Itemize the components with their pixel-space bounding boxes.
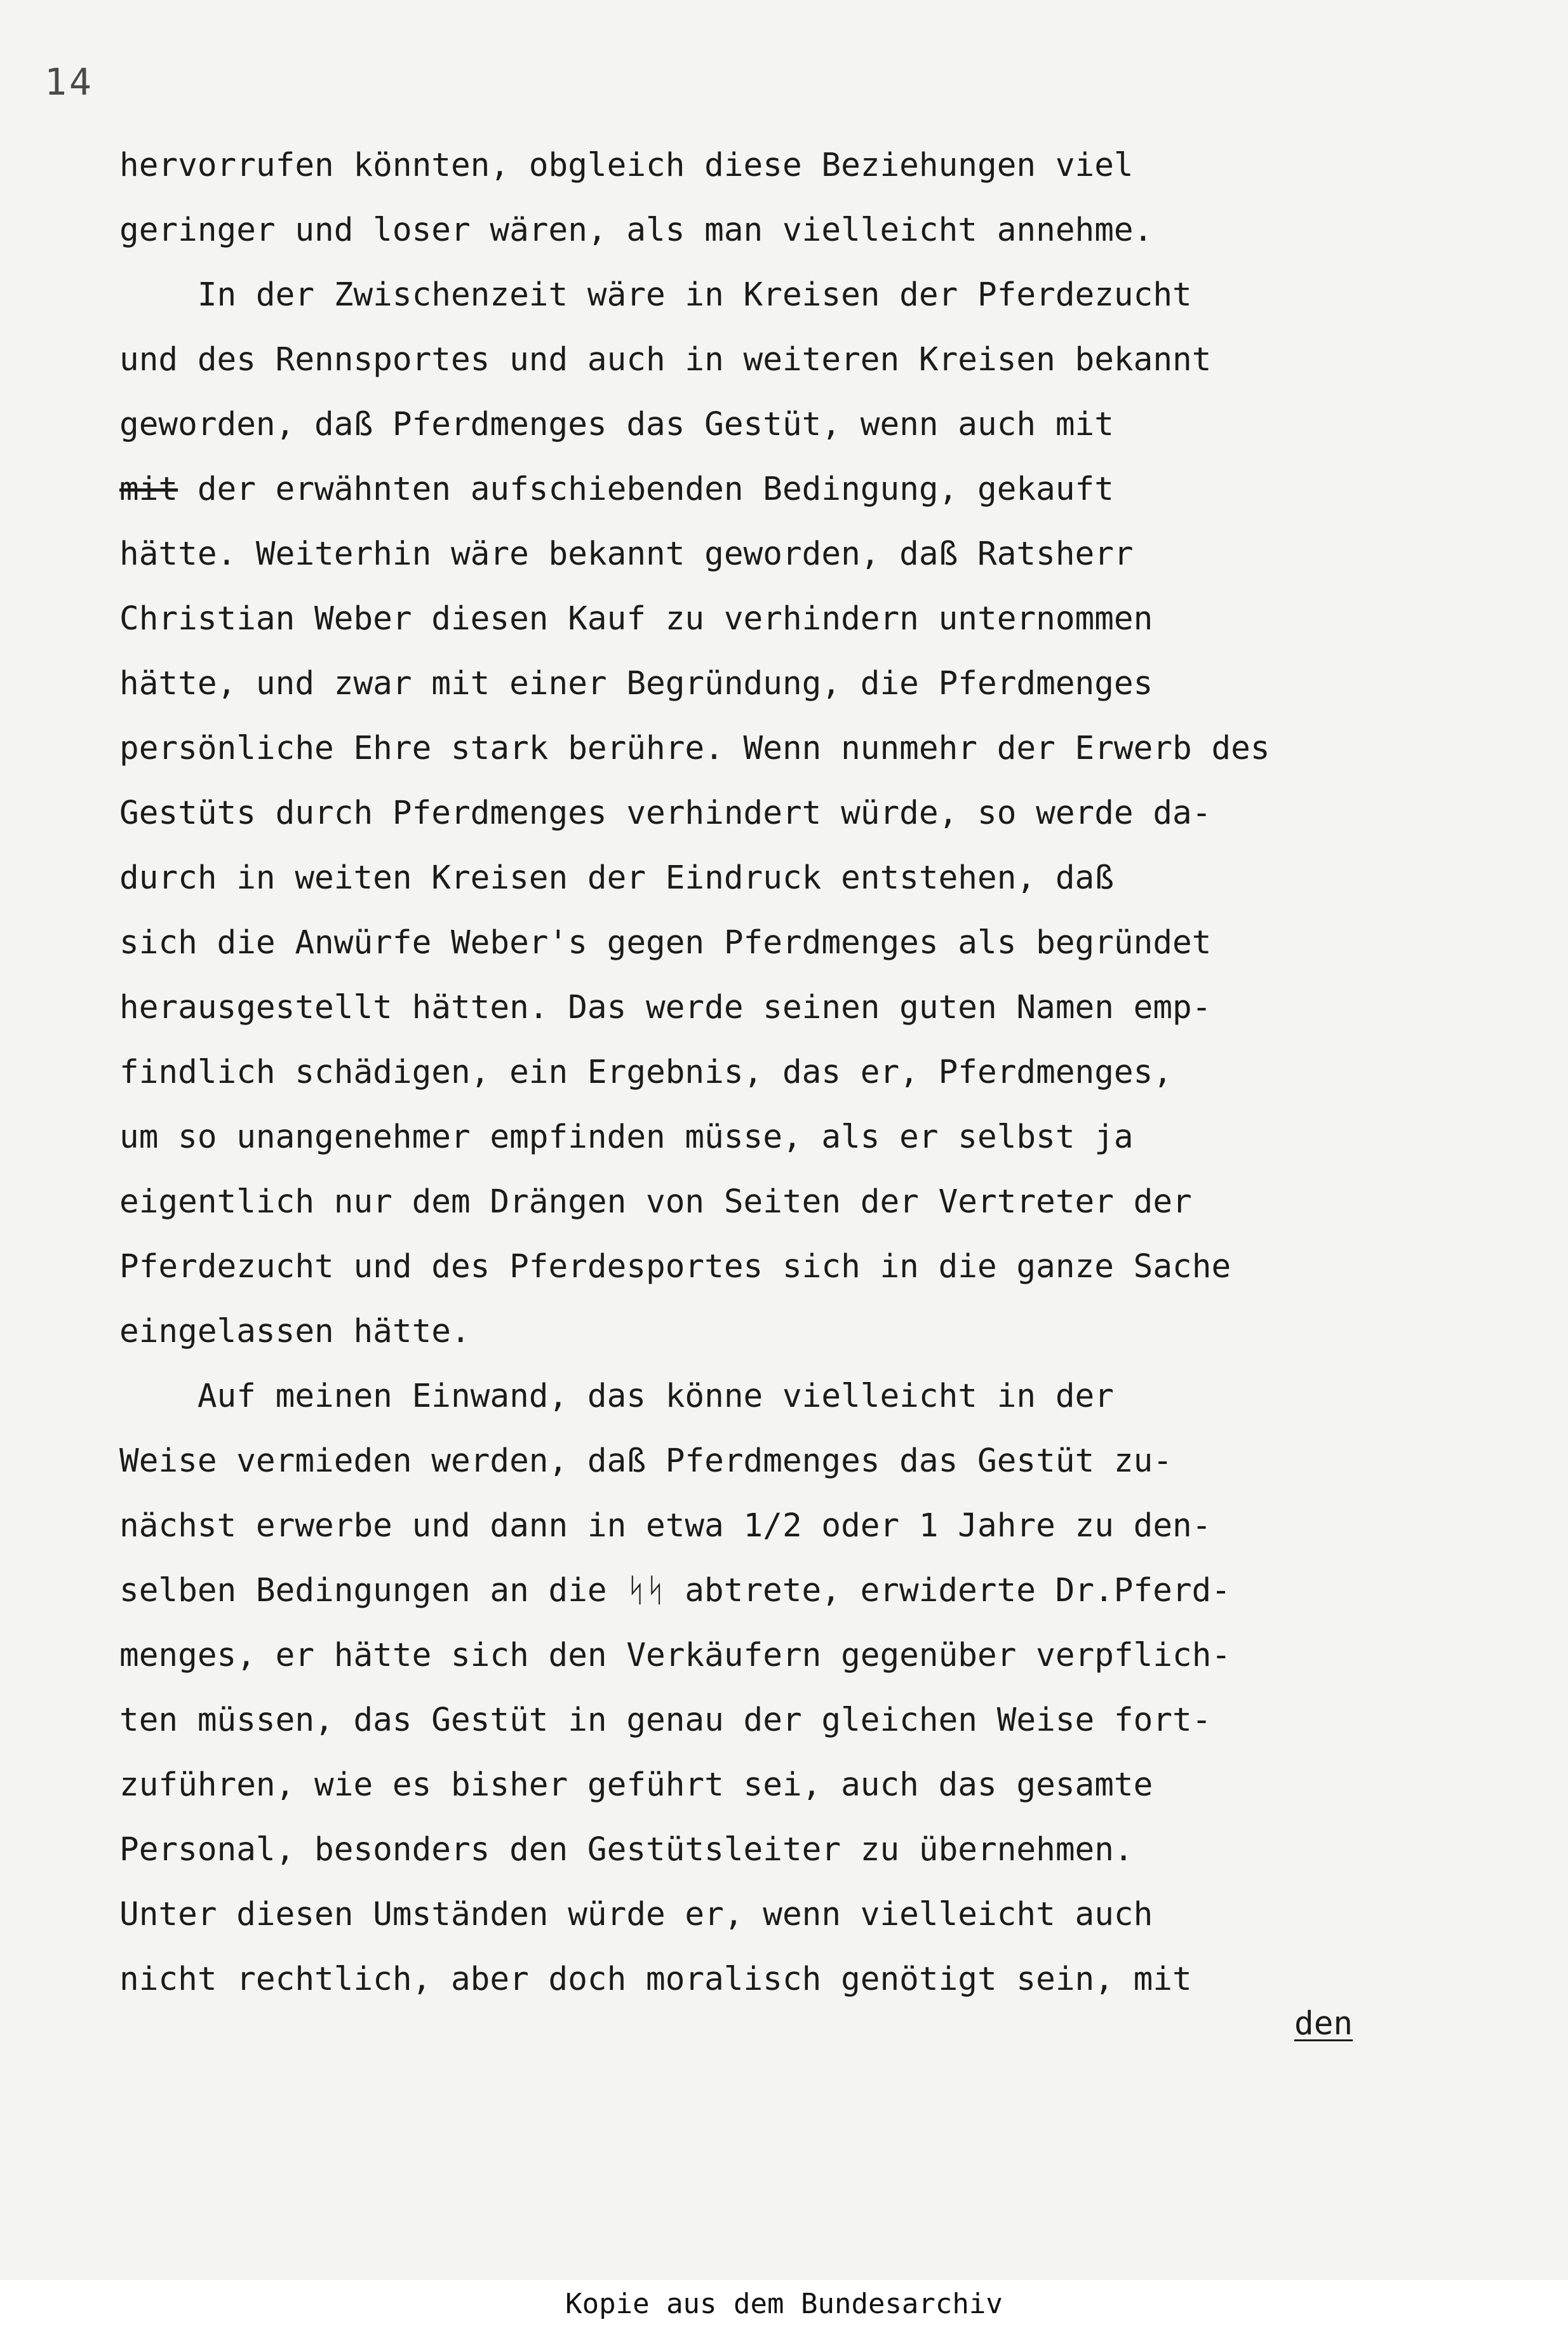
- typewritten-body: [119, 133, 1517, 2012]
- text-line: nächst erwerbe und dann in etwa 1/2 oder 1 Jahre zu den-: [119, 1507, 1212, 1545]
- text-line: und des Rennsportes und auch in weiteren Kreisen bekannt: [119, 341, 1212, 379]
- text-line: geringer und loser wären, als man vielleicht annehme.: [119, 211, 1153, 249]
- archive-caption: Kopie aus dem Bundesarchiv: [565, 2288, 1003, 2320]
- text-line: nicht rechtlich, aber doch moralisch genötigt sein, mit: [119, 1961, 1192, 1998]
- text-line: hervorrufen könnten, obgleich diese Beziehungen viel: [119, 147, 1134, 184]
- text-line: Christian Weber diesen Kauf zu verhindern unternommen: [119, 600, 1153, 638]
- text-line: geworden, daß Pferdmenges das Gestüt, wenn auch mit: [119, 406, 1114, 443]
- text-line: Auf meinen Einwand, das könne vielleicht in der: [119, 1378, 1114, 1415]
- text-line: Pferdezucht und des Pferdesportes sich in die ganze Sache: [119, 1248, 1231, 1285]
- text-line: hätte, und zwar mit einer Begründung, die Pferdmenges: [119, 665, 1153, 702]
- text-line: hätte. Weiterhin wäre bekannt geworden, daß Ratsherr: [119, 535, 1134, 573]
- struck-word: mit: [119, 471, 178, 508]
- text-line: Gestüts durch Pferdmenges verhindert würde, so werde da-: [119, 795, 1212, 832]
- text-line: findlich schädigen, ein Ergebnis, das er, Pferdmenges,: [119, 1054, 1173, 1091]
- text-line: um so unangenehmer empfinden müsse, als er selbst ja: [119, 1118, 1134, 1156]
- text-line: ten müssen, das Gestüt in genau der gleichen Weise fort-: [119, 1701, 1212, 1739]
- page-number-mark: 14: [44, 60, 94, 104]
- text-line: Weise vermieden werden, daß Pferdmenges das Gestüt zu-: [119, 1442, 1173, 1480]
- text-line: zuführen, wie es bisher geführt sei, auch das gesamte: [119, 1766, 1153, 1804]
- text-line: persönliche Ehre stark berühre. Wenn nunmehr der Erwerb des: [119, 730, 1270, 767]
- text-line: eingelassen hätte.: [119, 1313, 471, 1350]
- text-line: Unter diesen Umständen würde er, wenn vielleicht auch: [119, 1896, 1153, 1933]
- text-line-remainder: der erwähnten aufschiebenden Bedingung, gekauft: [178, 471, 1114, 508]
- catchword: den: [1294, 2005, 1353, 2043]
- text-line: In der Zwischenzeit wäre in Kreisen der Pferdezucht: [119, 276, 1192, 314]
- text-line: menges, er hätte sich den Verkäufern gegenüber verpflich-: [119, 1637, 1231, 1674]
- text-line: eigentlich nur dem Drängen von Seiten der Vertreter der: [119, 1183, 1192, 1221]
- text-line: durch in weiten Kreisen der Eindruck entstehen, daß: [119, 859, 1114, 897]
- text-line: Personal, besonders den Gestütsleiter zu übernehmen.: [119, 1831, 1134, 1869]
- text-line: herausgestellt hätten. Das werde seinen guten Namen emp-: [119, 989, 1212, 1026]
- text-line: sich die Anwürfe Weber's gegen Pferdmenges als begründet: [119, 924, 1212, 962]
- text-line: selben Bedingungen an die ᛋᛋ abtrete, erwiderte Dr.Pferd-: [119, 1572, 1231, 1609]
- text-line-with-strikeout: [119, 457, 1517, 522]
